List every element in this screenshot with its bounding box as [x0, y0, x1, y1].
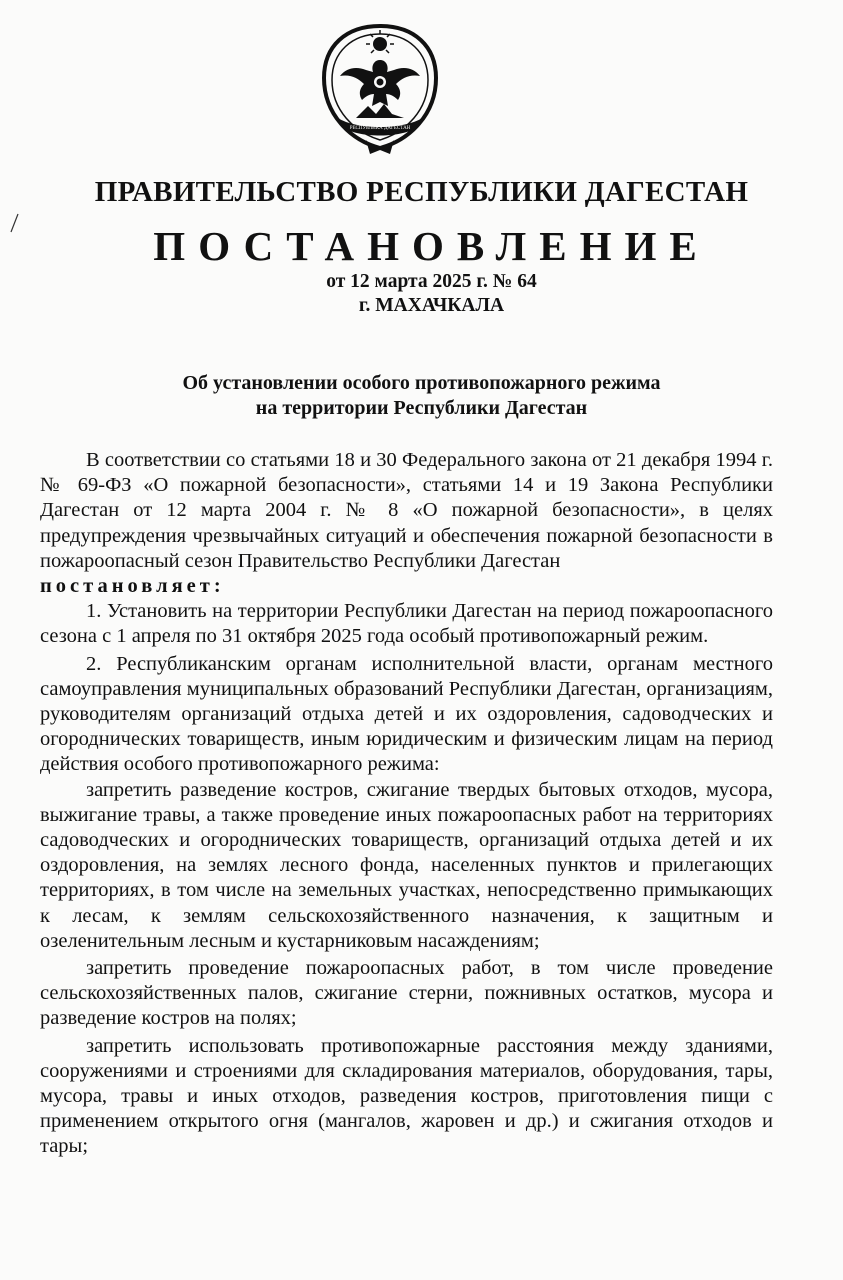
svg-text:РЕСПУБЛИКА ДАГЕСТАН: РЕСПУБЛИКА ДАГЕСТАН [349, 126, 411, 131]
government-title: ПРАВИТЕЛЬСТВО РЕСПУБЛИКИ ДАГЕСТАН [94, 176, 749, 208]
subject-line-2: на территории Республики Дагестан [255, 397, 588, 419]
city: г. МАХАЧКАЛА [358, 295, 505, 316]
coat-of-arms-emblem [316, 22, 444, 160]
document-subject [0, 371, 843, 421]
ban-3-paragraph: запретить использовать противопожарные расстояния между зданиями, сооружениями и строениями для складирования материалов, оборудования, тары, мусора, травы и иных отходов, разведения костров, приготовления пищи с применением открытого огня (мангалов, жаровен и др.) и сжигания отходов и тары; [40, 1034, 773, 1158]
eagle-icon [340, 60, 420, 106]
item-1-paragraph: 1. Установить на территории Республики Дагестан на период пожароопасного сезона с 1 апреля по 31 октября 2025 года особый противопожарный режим. [40, 600, 773, 648]
date-and-number: от 12 марта 2025 г. № 64 [326, 271, 537, 292]
item-2-paragraph: 2. Республиканским органам исполнительной власти, органам местного самоуправления муниципальных образований Республики Дагестан, организациям, руководителям организаций отдыха детей и их оздоровления, садоводческих и огороднических товариществ, иным юридическим и физическим лицам на период действия особого противопожарного режима: [40, 652, 773, 776]
resolves-word [40, 574, 773, 599]
document-type: ПОСТАНОВЛЕНИЕ [153, 223, 710, 269]
resolves-label: постановляет: [40, 575, 225, 598]
subject-line-1: Об установлении особого противопожарного режима [182, 372, 661, 394]
document-body [40, 448, 773, 1160]
preamble-paragraph: В соответствии со статьями 18 и 30 Федерального закона от 21 декабря 1994 г. № 69-ФЗ «О пожарной безопасности», статьями 14 и 19 Закона Республики Дагестан от 12 марта 2004 г. № 8 «О пожарной безопасности», в целях предупреждения чрезвычайных ситуаций и обеспечения пожарной безопасности в пожароопасный сезон Правительство Республики Дагестан [40, 449, 773, 572]
ban-1-paragraph: запретить разведение костров, сжигание твердых бытовых отходов, мусора, выжигание травы, а также проведение иных пожароопасных работ на территориях садоводческих и огороднических товариществ, организаций отдыха детей и их оздоровления, на землях лесного фонда, населенных пунктов и прилегающих территориях, в том числе на земельных участках, непосредственно примыкающих к лесам, к землям сельскохозяйственного назначения, к защитным и озеленительным лесным и кустарниковым насаждениям; [40, 778, 773, 952]
ban-2-paragraph: запретить проведение пожароопасных работ, в том числе проведение сельскохозяйственных палов, сжигание стерни, пожнивных остатков, мусора и разведение костров на полях; [40, 957, 773, 1030]
